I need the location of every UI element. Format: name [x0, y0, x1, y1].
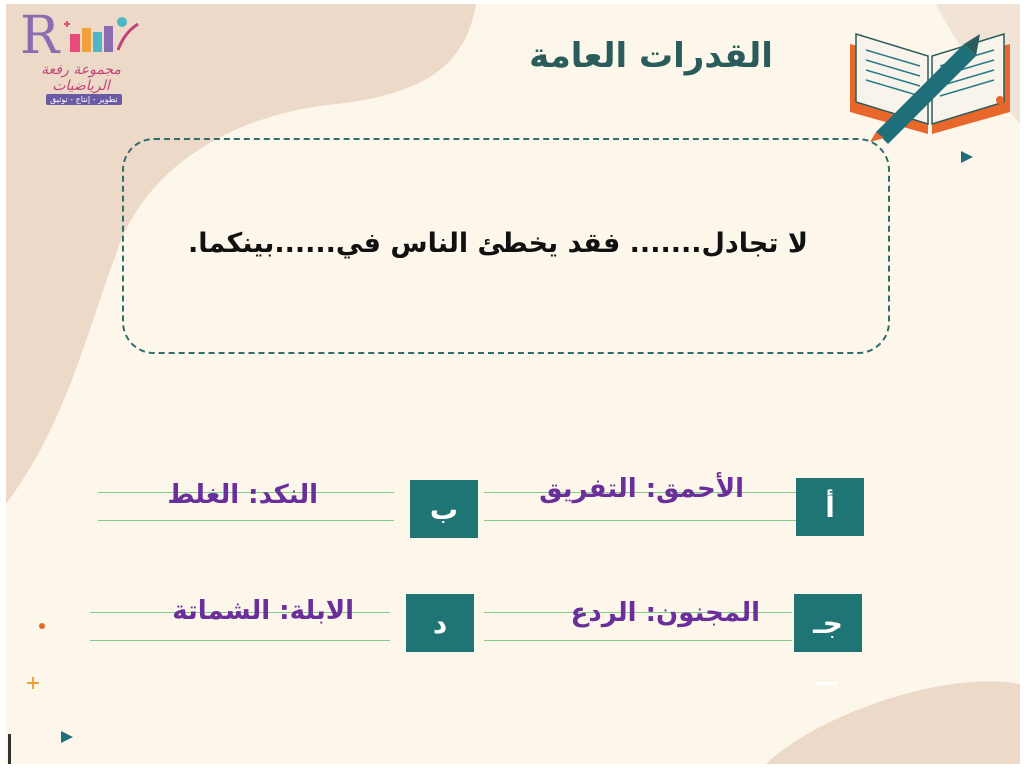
decorative-plus-icon — [26, 676, 40, 690]
logo-caption: مجموعة رفعة الرياضيات — [41, 62, 121, 94]
option-c-text[interactable]: المجنون: الردع — [570, 598, 760, 628]
question-box — [122, 138, 890, 354]
option-b-text[interactable]: النكد: الغلط — [167, 480, 318, 510]
option-d-button[interactable]: د — [406, 594, 474, 652]
slide — [6, 4, 1020, 764]
option-line — [90, 640, 390, 641]
option-d-text[interactable]: الابلة: الشماتة — [172, 596, 354, 626]
math-books-logo-icon — [60, 14, 140, 58]
logo-letter: R — [20, 6, 60, 66]
background-blob-right-bottom — [746, 664, 1020, 764]
decorative-dash — [816, 682, 838, 685]
open-book-with-pencil-icon — [840, 4, 1020, 144]
scrollbar[interactable] — [8, 734, 11, 764]
option-a-text[interactable]: الأحمق: التفريق — [539, 474, 744, 504]
decorative-dot-icon — [38, 622, 46, 630]
option-c-button[interactable]: جـ — [794, 594, 862, 652]
decorative-triangle-icon — [60, 730, 74, 744]
question-text: لا تجادل....... فقد يخطئ الناس في......بينكما. — [188, 228, 808, 259]
option-a-button[interactable]: أ — [796, 478, 864, 536]
logo — [16, 6, 146, 110]
option-line — [484, 640, 792, 641]
option-b-button[interactable]: ب — [410, 480, 478, 538]
option-line — [98, 520, 394, 521]
option-line — [484, 520, 796, 521]
logo-tagline: تطوير - إنتاج - توثيق — [46, 94, 122, 105]
decorative-triangle-icon — [960, 150, 974, 164]
page-title: القدرات العامة — [529, 36, 773, 76]
